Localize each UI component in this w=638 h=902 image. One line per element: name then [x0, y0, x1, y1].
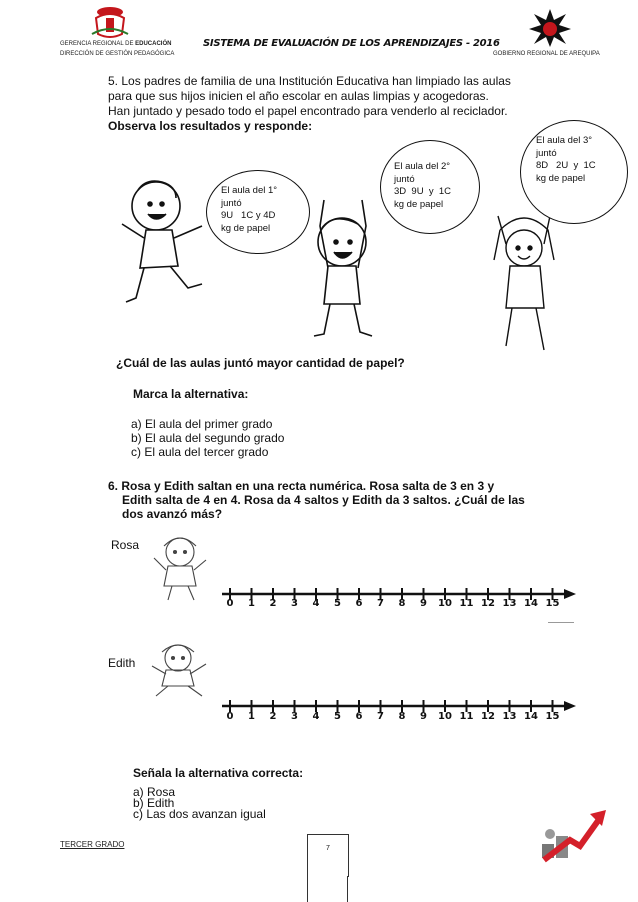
number-label: 15: [545, 711, 560, 722]
number-label: 8: [398, 598, 406, 609]
number-label: 2: [269, 711, 277, 722]
page-title: SISTEMA DE EVALUACIÓN DE LOS APRENDIZAJES - 2016: [203, 38, 500, 49]
q6-line2: Edith salta de 4 en 4. Rosa da 4 saltos y Edith da 3 saltos. ¿Cuál de las: [122, 493, 525, 507]
number-label: 10: [438, 711, 452, 722]
regional-logo: [88, 4, 132, 40]
number-label: 13: [502, 598, 517, 609]
q5-option-a: a) El aula del primer grado: [131, 417, 273, 431]
number-label: 8: [398, 711, 406, 722]
number-label: 2: [269, 598, 277, 609]
edith-illustration: [148, 640, 210, 698]
number-label: 12: [481, 711, 495, 722]
number-label: 14: [524, 598, 538, 609]
q5-line3: Han juntado y pesado todo el papel encontrado para venderlo al reciclador.: [108, 104, 508, 118]
number-label: 0: [226, 598, 234, 609]
page-number-box: [307, 834, 349, 877]
vertical-divider-line-right: [347, 876, 348, 902]
q6-line3: dos avanzó más?: [122, 507, 223, 521]
number-label: 9: [420, 598, 427, 609]
q6-mark-instruction: Señala la alternativa correcta:: [133, 766, 304, 780]
number-label: 7: [377, 598, 384, 609]
girl-jumping-illustration: [486, 196, 564, 362]
number-label: 6: [355, 598, 363, 609]
number-label: 4: [312, 598, 320, 609]
number-label: 14: [524, 711, 538, 722]
rosa-illustration: [152, 530, 210, 602]
boy-jumping-illustration: [298, 186, 388, 346]
q5-line1: 5. Los padres de familia de una Institución Educativa han limpiado las aulas: [108, 74, 511, 88]
bubble-2-text: El aula del 2° juntó 3D 9U y 1C kg de papel: [394, 161, 452, 210]
number-label: 9: [420, 711, 427, 722]
header-left-line2: DIRECCIÓN DE GESTIÓN PEDAGÓGICA: [60, 51, 175, 57]
q6-option-a: a) Rosa: [133, 785, 176, 799]
rosa-label: Rosa: [111, 538, 140, 552]
footer-grade: TERCER GRADO: [60, 840, 125, 849]
number-label: 10: [438, 598, 452, 609]
rosa-divider-line: [548, 622, 574, 623]
page-number: 7: [326, 845, 330, 852]
vertical-divider-line: [307, 876, 308, 902]
edith-number-labels: [218, 711, 578, 725]
number-label: 11: [459, 711, 474, 722]
q5-option-b: b) El aula del segundo grado: [131, 431, 285, 445]
number-label: 0: [226, 711, 234, 722]
boy-running-illustration: [118, 168, 218, 318]
q5-line2: para que sus hijos inicien el año escolar en aulas limpias y acogedoras.: [108, 89, 489, 103]
number-label: 1: [248, 711, 255, 722]
bubble-1-text: El aula del 1° juntó 9U 1C y 4D kg de papel: [221, 185, 278, 234]
number-label: 6: [355, 711, 363, 722]
number-label: 15: [545, 598, 560, 609]
number-label: 13: [502, 711, 517, 722]
number-label: 3: [291, 598, 298, 609]
q5-question: ¿Cuál de las aulas juntó mayor cantidad de papel?: [116, 356, 405, 370]
number-label: 4: [312, 711, 320, 722]
number-label: 7: [377, 711, 384, 722]
q5-option-c: c) El aula del tercer grado: [131, 445, 269, 459]
number-label: 11: [459, 598, 474, 609]
q5-mark-instruction: Marca la alternativa:: [133, 387, 249, 401]
number-label: 5: [334, 711, 341, 722]
q6-line1: 6. Rosa y Edith saltan en una recta numérica. Rosa salta de 3 en 3 y: [108, 479, 495, 493]
number-label: 12: [481, 598, 495, 609]
edith-label: Edith: [108, 656, 136, 670]
q6-option-b: b) Edith: [133, 796, 175, 810]
number-label: 5: [334, 598, 341, 609]
q5-instruction: Observa los resultados y responde:: [108, 119, 313, 133]
number-label: 3: [291, 711, 298, 722]
bubble-3-text: El aula del 3° juntó 8D 2U y 1C kg de papel: [536, 135, 596, 184]
number-label: 1: [248, 598, 255, 609]
growth-arrow-icon: [538, 804, 610, 866]
q6-option-c: c) Las dos avanzan igual: [133, 807, 266, 821]
rosa-number-labels: [218, 598, 578, 612]
arequipa-logo: [528, 8, 572, 48]
header-left-line1: GERENCIA REGIONAL DE EDUCACIÓN: [60, 41, 172, 47]
header-right: GOBIERNO REGIONAL DE AREQUIPA: [493, 51, 600, 57]
